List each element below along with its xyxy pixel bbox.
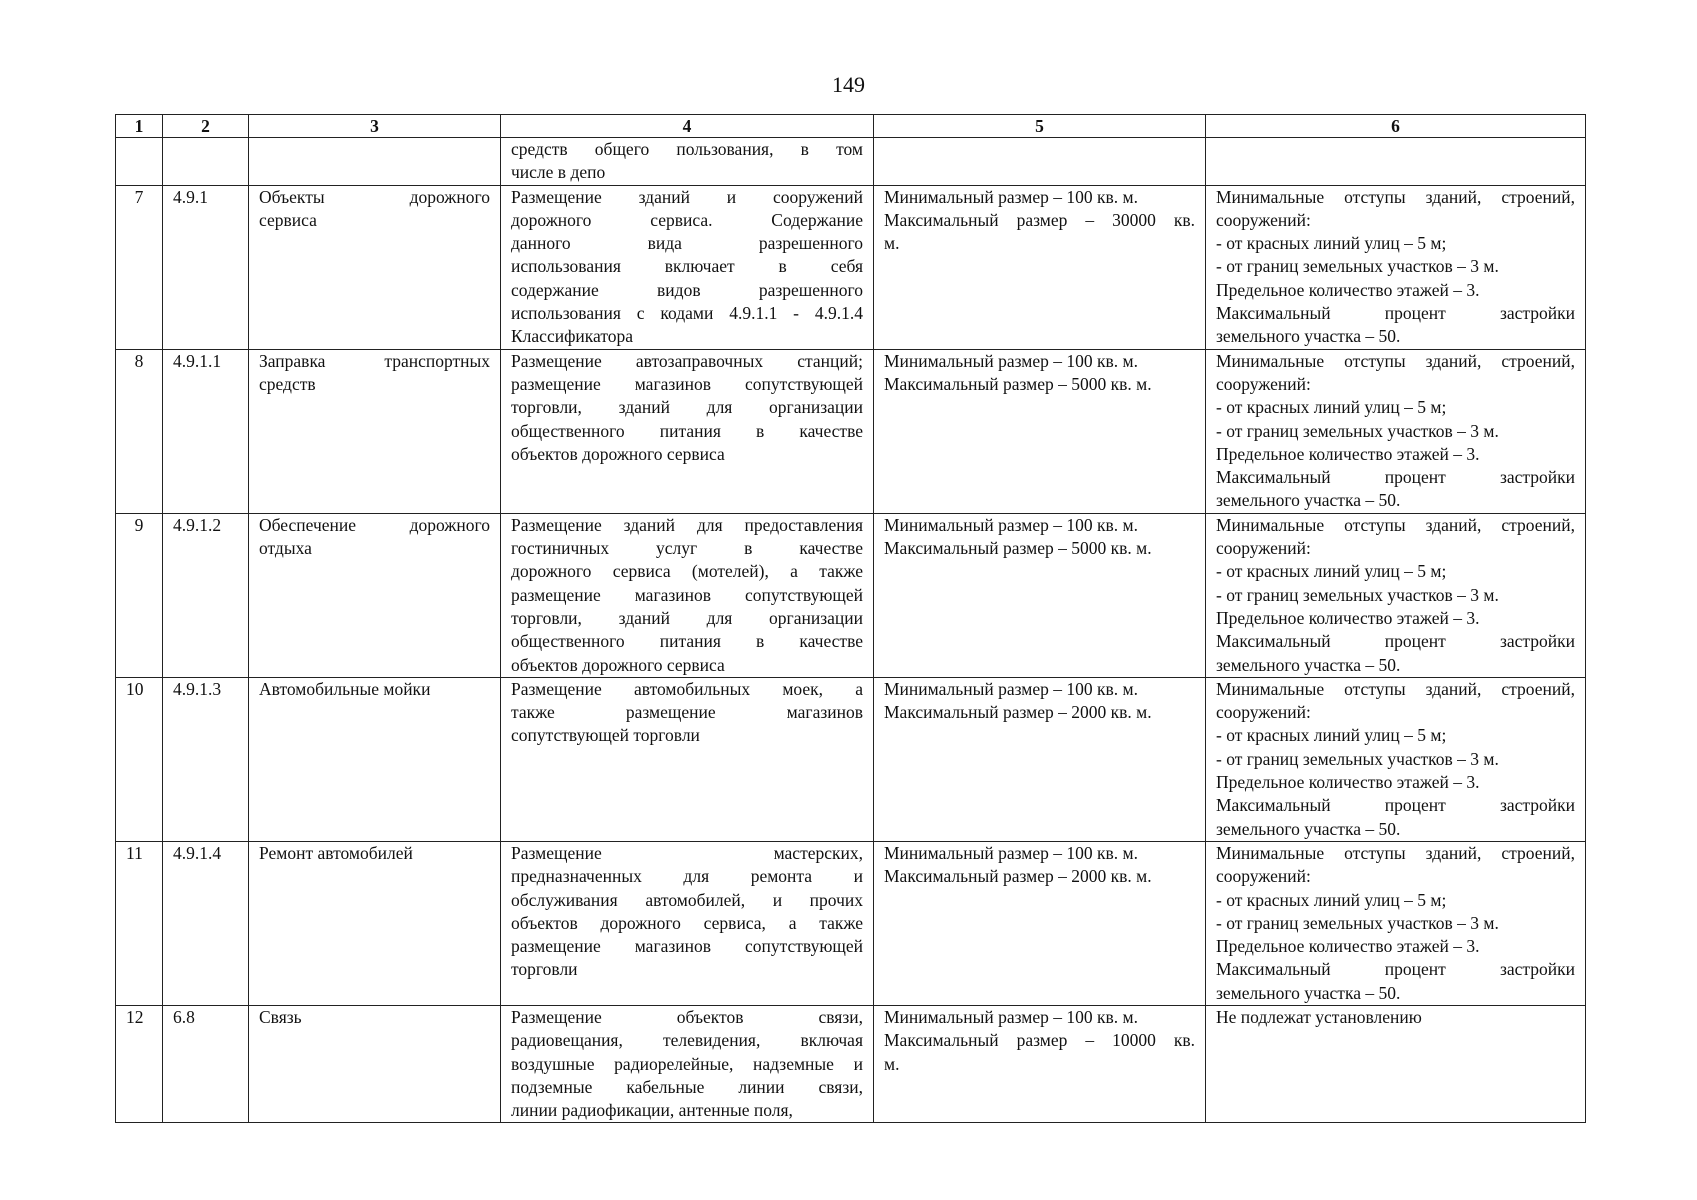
- cell-description-line: также размещение магазинов: [511, 702, 863, 723]
- cell-name: [249, 677, 501, 841]
- cell-plot-size-line: м.: [884, 1053, 900, 1074]
- cell-parameters-line: - от границ земельных участков – 3 м.: [1216, 256, 1499, 277]
- cell-parameters-line: Максимальный процент застройки: [1216, 303, 1575, 324]
- cell-parameters-line: земельного участка – 50.: [1216, 490, 1401, 511]
- cell-parameters-line: Предельное количество этажей – 3.: [1216, 772, 1480, 793]
- cell-name-line: Заправка транспортных: [259, 350, 490, 371]
- cell-name-line: Связь: [259, 1006, 302, 1027]
- cell-description-line: торговли, зданий для организации: [511, 607, 863, 628]
- cell-description-line: Размещение мастерских,: [511, 842, 863, 863]
- table-row: [116, 138, 1586, 186]
- cell-parameters-line: сооружений:: [1216, 373, 1311, 394]
- cell-description-line: общественного питания в качестве: [511, 420, 863, 441]
- cell-plot-size-line: Максимальный размер – 30000 кв.: [884, 209, 1195, 230]
- table-row: [116, 185, 1586, 349]
- cell-parameters-line: земельного участка – 50.: [1216, 818, 1401, 839]
- cell-description-line: Размещение зданий и сооружений: [511, 186, 863, 207]
- cell-code: 4.9.1.1: [163, 349, 249, 513]
- cell-description-line: Классификатора: [511, 326, 634, 347]
- cell-description-line: Размещение автомобильных моек, а: [511, 678, 863, 699]
- cell-name-line: Ремонт автомобилей: [259, 842, 413, 863]
- cell-parameters-line: - от границ земельных участков – 3 м.: [1216, 584, 1499, 605]
- table-body: [116, 138, 1586, 1123]
- cell-parameters-line: сооружений:: [1216, 209, 1311, 230]
- table-row: [116, 841, 1586, 1005]
- cell-code: 4.9.1.2: [163, 513, 249, 677]
- cell-parameters-line: - от красных линий улиц – 5 м;: [1216, 725, 1447, 746]
- cell-parameters: [1206, 349, 1586, 513]
- cell-name-line: средств: [259, 373, 316, 394]
- cell-description: [501, 138, 874, 186]
- cell-parameters-line: - от красных линий улиц – 5 м;: [1216, 561, 1447, 582]
- cell-code: 6.8: [163, 1005, 249, 1122]
- cell-parameters-line: Минимальные отступы зданий, строений,: [1216, 350, 1575, 371]
- cell-parameters-line: - от границ земельных участков – 3 м.: [1216, 748, 1499, 769]
- cell-code: [163, 138, 249, 186]
- cell-description-line: использования с кодами 4.9.1.1 - 4.9.1.4: [511, 303, 863, 324]
- cell-plot-size-line: Минимальный размер – 100 кв. м.: [884, 678, 1138, 699]
- cell-description: [501, 349, 874, 513]
- cell-parameters-line: Максимальный процент застройки: [1216, 795, 1575, 816]
- cell-description-line: сопутствующей торговли: [511, 725, 700, 746]
- cell-plot-size: [874, 185, 1206, 349]
- table-row: [116, 677, 1586, 841]
- table-header-row: [116, 115, 1586, 138]
- cell-code: 4.9.1: [163, 185, 249, 349]
- cell-name: [249, 349, 501, 513]
- cell-parameters: [1206, 841, 1586, 1005]
- cell-name: [249, 185, 501, 349]
- cell-description-line: торговли: [511, 959, 578, 980]
- cell-name-line: Объекты дорожного: [259, 186, 490, 207]
- cell-plot-size: [874, 513, 1206, 677]
- cell-plot-size-line: Минимальный размер – 100 кв. м.: [884, 1006, 1138, 1027]
- cell-parameters-line: - от красных линий улиц – 5 м;: [1216, 889, 1447, 910]
- cell-parameters-line: - от красных линий улиц – 5 м;: [1216, 397, 1447, 418]
- cell-parameters-line: Максимальный процент застройки: [1216, 467, 1575, 488]
- cell-description-line: подземные кабельные линии связи,: [511, 1076, 863, 1097]
- cell-parameters-line: Минимальные отступы зданий, строений,: [1216, 186, 1575, 207]
- cell-description-line: дорожного сервиса (мотелей), а также: [511, 561, 863, 582]
- cell-description: [501, 677, 874, 841]
- cell-description-line: объектов дорожного сервиса: [511, 443, 725, 464]
- cell-description-line: торговли, зданий для организации: [511, 397, 863, 418]
- cell-description-line: Размещение зданий для предоставления: [511, 514, 863, 535]
- cell-parameters-line: - от красных линий улиц – 5 м;: [1216, 233, 1447, 254]
- cell-plot-size-line: Минимальный размер – 100 кв. м.: [884, 186, 1138, 207]
- cell-description: [501, 513, 874, 677]
- cell-parameters: [1206, 138, 1586, 186]
- cell-name: [249, 1005, 501, 1122]
- cell-code: 4.9.1.4: [163, 841, 249, 1005]
- cell-number: 11: [116, 841, 163, 1005]
- cell-plot-size-line: м.: [884, 233, 900, 254]
- cell-parameters-line: - от границ земельных участков – 3 м.: [1216, 420, 1499, 441]
- cell-description-line: дорожного сервиса. Содержание: [511, 209, 863, 230]
- cell-parameters: [1206, 185, 1586, 349]
- header-col-6: 6: [1206, 115, 1586, 138]
- table-row: [116, 513, 1586, 677]
- cell-description-line: использования включает в себя: [511, 256, 863, 277]
- cell-plot-size-line: Максимальный размер – 5000 кв. м.: [884, 373, 1152, 394]
- cell-plot-size-line: Максимальный размер – 10000 кв.: [884, 1030, 1195, 1051]
- header-col-2: 2: [163, 115, 249, 138]
- cell-description: [501, 841, 874, 1005]
- cell-description-line: воздушные радиорелейные, надземные и: [511, 1053, 863, 1074]
- cell-description-line: Размещение объектов связи,: [511, 1006, 863, 1027]
- cell-parameters-line: Минимальные отступы зданий, строений,: [1216, 842, 1575, 863]
- cell-parameters-line: Максимальный процент застройки: [1216, 959, 1575, 980]
- cell-parameters-line: Максимальный процент застройки: [1216, 631, 1575, 652]
- header-col-1: 1: [116, 115, 163, 138]
- cell-plot-size-line: Максимальный размер – 5000 кв. м.: [884, 538, 1152, 559]
- cell-number: 10: [116, 677, 163, 841]
- cell-name-line: Автомобильные мойки: [259, 678, 431, 699]
- cell-parameters-line: Предельное количество этажей – 3.: [1216, 607, 1480, 628]
- cell-plot-size-line: Минимальный размер – 100 кв. м.: [884, 842, 1138, 863]
- cell-parameters-line: земельного участка – 50.: [1216, 326, 1401, 347]
- cell-name: [249, 138, 501, 186]
- cell-description-line: линии радиофикации, антенные поля,: [511, 1100, 793, 1121]
- cell-description-line: числе в депо: [511, 162, 606, 183]
- cell-plot-size: [874, 138, 1206, 186]
- cell-description-line: размещение магазинов сопутствующей: [511, 936, 863, 957]
- cell-description-line: гостиничных услуг в качестве: [511, 538, 863, 559]
- cell-plot-size: [874, 841, 1206, 1005]
- cell-parameters-line: Минимальные отступы зданий, строений,: [1216, 514, 1575, 535]
- cell-description: [501, 185, 874, 349]
- cell-name-line: отдыха: [259, 538, 312, 559]
- header-col-3: 3: [249, 115, 501, 138]
- cell-description-line: средств общего пользования, в том: [511, 139, 863, 159]
- cell-parameters-line: - от границ земельных участков – 3 м.: [1216, 912, 1499, 933]
- regulations-table: [115, 114, 1586, 1123]
- cell-description-line: обслуживания автомобилей, и прочих: [511, 889, 863, 910]
- cell-parameters: [1206, 677, 1586, 841]
- cell-description-line: объектов дорожного сервиса, а также: [511, 912, 863, 933]
- cell-name-line: сервиса: [259, 209, 317, 230]
- cell-description: [501, 1005, 874, 1122]
- table-row: [116, 349, 1586, 513]
- cell-description-line: размещение магазинов сопутствующей: [511, 373, 863, 394]
- cell-description-line: общественного питания в качестве: [511, 631, 863, 652]
- cell-parameters-line: Предельное количество этажей – 3.: [1216, 443, 1480, 464]
- cell-number: 8: [116, 349, 163, 513]
- header-col-4: 4: [501, 115, 874, 138]
- cell-parameters: [1206, 1005, 1586, 1122]
- cell-parameters-line: сооружений:: [1216, 702, 1311, 723]
- page-number: 149: [832, 72, 865, 97]
- cell-number: 7: [116, 185, 163, 349]
- cell-number: [116, 138, 163, 186]
- cell-plot-size-line: Максимальный размер – 2000 кв. м.: [884, 866, 1152, 887]
- cell-plot-size: [874, 677, 1206, 841]
- cell-name: [249, 513, 501, 677]
- cell-parameters-line: Не подлежат установлению: [1216, 1006, 1422, 1027]
- cell-parameters-line: сооружений:: [1216, 538, 1311, 559]
- cell-plot-size-line: Максимальный размер – 2000 кв. м.: [884, 702, 1152, 723]
- cell-name-line: Обеспечение дорожного: [259, 514, 490, 535]
- header-col-5: 5: [874, 115, 1206, 138]
- cell-description-line: данного вида разрешенного: [511, 233, 863, 254]
- cell-parameters-line: Предельное количество этажей – 3.: [1216, 936, 1480, 957]
- cell-description-line: объектов дорожного сервиса: [511, 654, 725, 675]
- cell-description-line: предназначенных для ремонта и: [511, 866, 863, 887]
- cell-description-line: радиовещания, телевидения, включая: [511, 1030, 863, 1051]
- table-row: [116, 1005, 1586, 1122]
- cell-parameters-line: сооружений:: [1216, 866, 1311, 887]
- cell-parameters-line: Минимальные отступы зданий, строений,: [1216, 678, 1575, 699]
- cell-description-line: Размещение автозаправочных станций;: [511, 350, 863, 371]
- cell-plot-size: [874, 349, 1206, 513]
- cell-parameters-line: земельного участка – 50.: [1216, 982, 1401, 1003]
- cell-plot-size: [874, 1005, 1206, 1122]
- cell-description-line: размещение магазинов сопутствующей: [511, 584, 863, 605]
- cell-code: 4.9.1.3: [163, 677, 249, 841]
- cell-number: 12: [116, 1005, 163, 1122]
- cell-parameters-line: земельного участка – 50.: [1216, 654, 1401, 675]
- cell-name: [249, 841, 501, 1005]
- cell-number: 9: [116, 513, 163, 677]
- cell-plot-size-line: Минимальный размер – 100 кв. м.: [884, 350, 1138, 371]
- cell-parameters-line: Предельное количество этажей – 3.: [1216, 279, 1480, 300]
- cell-description-line: содержание видов разрешенного: [511, 279, 863, 300]
- cell-parameters: [1206, 513, 1586, 677]
- cell-plot-size-line: Минимальный размер – 100 кв. м.: [884, 514, 1138, 535]
